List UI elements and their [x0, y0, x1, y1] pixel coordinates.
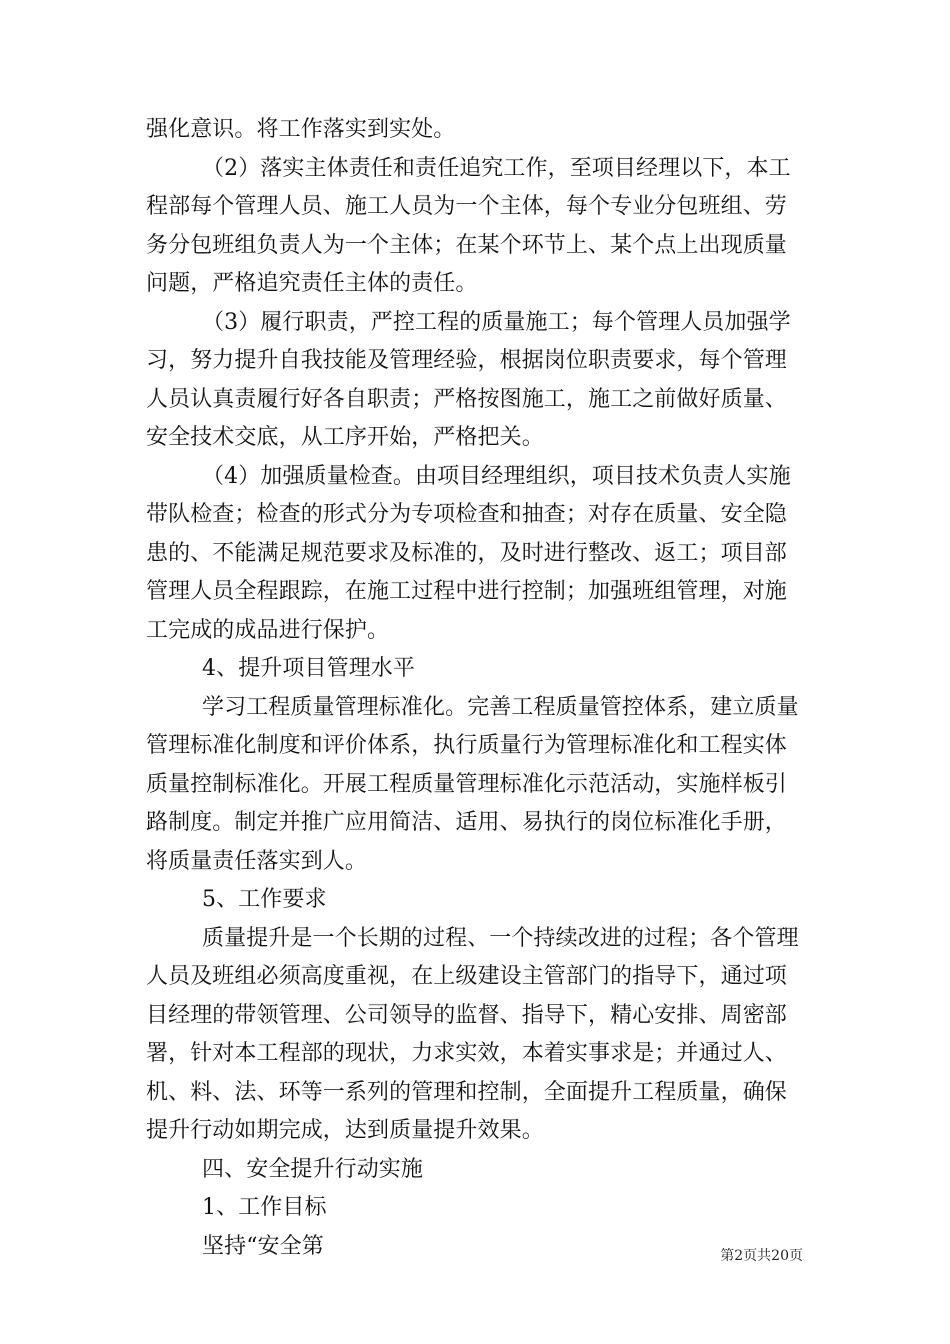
text-line: 人员认真责履行好各自职责；严格按图施工，施工之前做好质量、	[146, 386, 787, 412]
text-line: （4）加强质量检查。由项目经理组织，项目技术负责人实施	[202, 463, 791, 489]
text-line: 管理标准化制度和评价体系，执行质量行为管理标准化和工程实体	[146, 733, 787, 758]
text-line: 路制度。制定并推广应用简洁、适用、易执行的岗位标准化手册，	[146, 810, 787, 835]
text-line: 问题，严格追究责任主体的责任。	[146, 271, 478, 296]
text-line: 提升行动如期完成，达到质量提升效果。	[146, 1118, 544, 1143]
text-line: 强化意识。将工作落实到实处。	[146, 117, 456, 142]
section-heading: 4、提升项目管理水平	[202, 656, 415, 681]
text-line: 学习工程质量管理标准化。完善工程质量管控体系，建立质量	[202, 694, 799, 720]
text-line: 习，努力提升自我技能及管理经验，根据岗位职责要求，每个管理	[146, 348, 787, 373]
text-line: 人员及班组必须高度重视，在上级建设主管部门的指导下，通过项	[146, 964, 787, 989]
text-line: 将质量责任落实到人。	[146, 848, 368, 874]
text-line: （3）履行职责，严控工程的质量施工；每个管理人员加强学	[202, 309, 791, 335]
text-line: 管理人员全程跟踪，在施工过程中进行控制；加强班组管理，对施	[146, 579, 787, 604]
text-line: 工完成的成品进行保护。	[146, 617, 390, 643]
text-line: 质量控制标准化。开展工程质量管理标准化示范活动，实施样板引	[146, 771, 787, 797]
text-line: 务分包班组负责人为一个主体；在某个环节上、某个点上出现质量	[146, 232, 787, 258]
section-heading: 1、工作目标	[202, 1195, 327, 1220]
text-line: 坚持“安全第	[202, 1233, 324, 1259]
text-line: 带队检查；检查的形式分为专项检查和抽查；对存在质量、安全隐	[146, 502, 787, 527]
text-line: 患的、不能满足规范要求及标准的，及时进行整改、返工；项目部	[146, 540, 787, 566]
text-line: 目经理的带领管理、公司领导的监督、指导下，精心安排、周密部	[146, 1002, 787, 1028]
text-line: 安全技术交底，从工序开始，严格把关。	[146, 425, 544, 450]
text-line: 机、料、法、环等一系列的管理和控制，全面提升工程质量，确保	[146, 1079, 787, 1105]
body-text	[146, 111, 808, 1266]
text-line: 署，针对本工程部的现状，力求实效，本着实事求是；并通过人、	[146, 1041, 787, 1066]
section-heading: 5、工作要求	[202, 887, 327, 912]
page-number-footer: 第2页共20页	[720, 1248, 803, 1264]
text-line: 质量提升是一个长期的过程、一个持续改进的过程；各个管理	[202, 925, 799, 951]
section-heading: 四、安全提升行动实施	[202, 1156, 424, 1182]
text-line: 程部每个管理人员、施工人员为一个主体，每个专业分包班组、劳	[146, 194, 787, 219]
text-line: （2）落实主体责任和责任追究工作，至项目经理以下，本工	[202, 155, 791, 181]
